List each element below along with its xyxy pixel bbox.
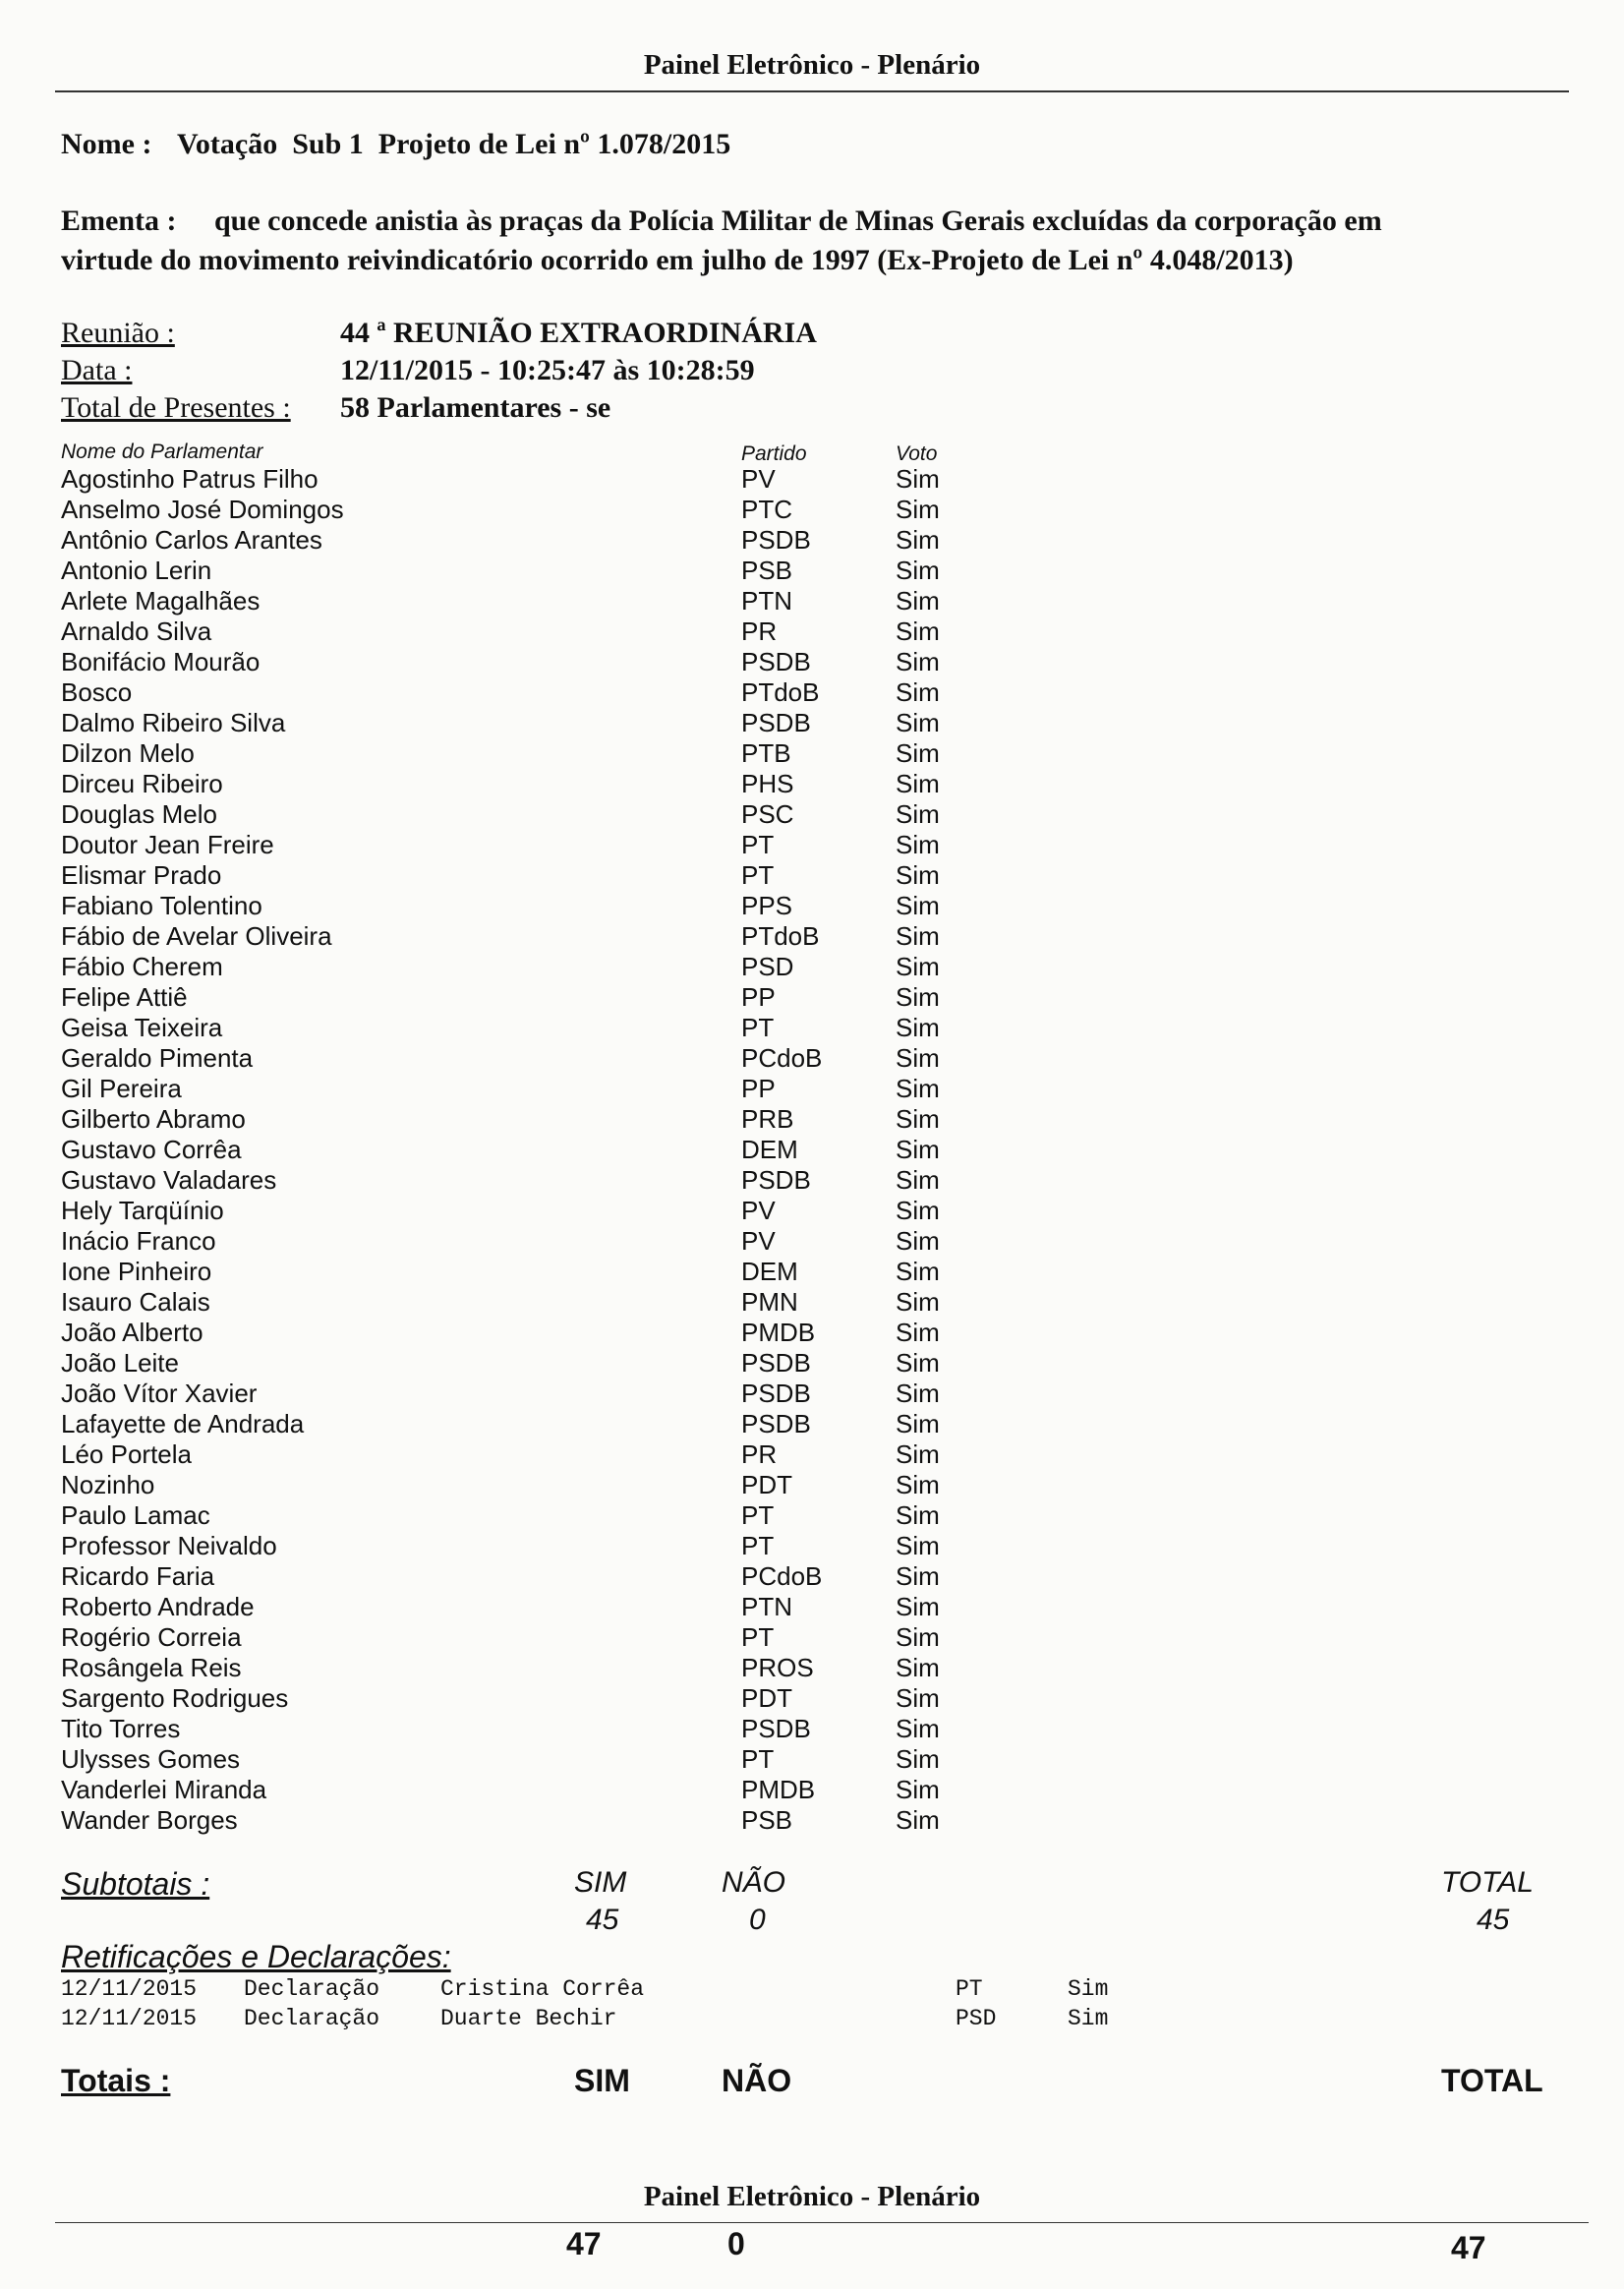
member-name: Antônio Carlos Arantes <box>61 525 322 555</box>
member-name: Geisa Teixeira <box>61 1013 223 1042</box>
table-row <box>61 1074 1044 1104</box>
table-row <box>61 616 1044 647</box>
table-row <box>61 1409 1044 1439</box>
member-party: PP <box>741 982 776 1012</box>
member-name: Doutor Jean Freire <box>61 830 274 859</box>
table-row <box>61 1470 1044 1500</box>
member-name: João Vítor Xavier <box>61 1379 258 1408</box>
member-party: PROS <box>741 1653 814 1682</box>
member-vote: Sim <box>896 1318 940 1347</box>
totais-nao-label: NÃO <box>722 2063 792 2098</box>
subtotais-total-label: TOTAL <box>1441 1866 1534 1899</box>
table-row <box>61 1744 1044 1775</box>
member-party: PTB <box>741 738 791 768</box>
member-name: Dilzon Melo <box>61 738 195 768</box>
reuniao-value: 44 ª REUNIÃO EXTRAORDINÁRIA <box>340 317 817 349</box>
table-row <box>61 1500 1044 1531</box>
member-vote: Sim <box>896 1439 940 1469</box>
member-vote: Sim <box>896 799 940 829</box>
vote-table-body <box>61 464 1044 1836</box>
member-vote: Sim <box>896 1165 940 1195</box>
member-vote: Sim <box>896 586 940 616</box>
member-party: PT <box>741 860 775 890</box>
table-row <box>61 1531 1044 1561</box>
member-party: PDT <box>741 1683 792 1713</box>
member-party: PV <box>741 1226 776 1256</box>
member-vote: Sim <box>896 1622 940 1652</box>
member-party: PTN <box>741 586 792 616</box>
member-name: João Leite <box>61 1348 179 1378</box>
member-party: PSDB <box>741 647 811 676</box>
table-row <box>61 769 1044 799</box>
page-footer-title: Painel Eletrônico - Plenário <box>643 2181 981 2212</box>
member-party: PSC <box>741 799 794 829</box>
decl-1-party: PT <box>956 1976 983 2002</box>
member-vote: Sim <box>896 1226 940 1256</box>
footer-divider <box>55 2222 1589 2223</box>
member-name: Rogério Correia <box>61 1622 242 1652</box>
member-vote: Sim <box>896 556 940 585</box>
decl-1-type: Declaração <box>244 1976 380 2002</box>
decl-2-party: PSD <box>956 2006 997 2031</box>
member-name: Paulo Lamac <box>61 1500 210 1530</box>
subtotais-sim-label: SIM <box>574 1866 627 1899</box>
table-row <box>61 1592 1044 1622</box>
nome-label: Nome : <box>61 128 152 160</box>
member-vote: Sim <box>896 1043 940 1073</box>
member-name: Dirceu Ribeiro <box>61 769 223 798</box>
subtotais-total-value: 45 <box>1477 1904 1510 1936</box>
member-name: Arnaldo Silva <box>61 616 212 646</box>
member-party: PSDB <box>741 1714 811 1743</box>
member-name: Gilberto Abramo <box>61 1104 246 1134</box>
member-party: PP <box>741 1074 776 1103</box>
table-row <box>61 1043 1044 1074</box>
member-party: PMDB <box>741 1318 816 1347</box>
ementa-line-1: que concede anistia às praças da Polícia Militar de Minas Gerais excluídas da corporação em <box>214 205 1382 237</box>
table-row <box>61 647 1044 677</box>
member-name: Fabiano Tolentino <box>61 891 262 920</box>
table-row <box>61 1775 1044 1805</box>
table-row <box>61 860 1044 891</box>
member-party: PT <box>741 1531 775 1560</box>
member-name: Rosângela Reis <box>61 1653 242 1682</box>
subtotais-sim-value: 45 <box>586 1904 619 1936</box>
totais-total-label: TOTAL <box>1441 2063 1543 2098</box>
member-party: PT <box>741 1622 775 1652</box>
member-vote: Sim <box>896 1683 940 1713</box>
table-row <box>61 1683 1044 1714</box>
subtotais-nao-label: NÃO <box>722 1866 786 1899</box>
table-row <box>61 1104 1044 1135</box>
member-vote: Sim <box>896 1013 940 1042</box>
member-party: DEM <box>741 1257 798 1286</box>
member-party: PSB <box>741 556 793 585</box>
page-header-title: Painel Eletrônico - Plenário <box>643 49 981 81</box>
member-name: Roberto Andrade <box>61 1592 255 1621</box>
member-party: PTdoB <box>741 677 820 707</box>
member-vote: Sim <box>896 525 940 555</box>
member-party: PDT <box>741 1470 792 1499</box>
member-vote: Sim <box>896 830 940 859</box>
member-vote: Sim <box>896 1561 940 1591</box>
member-name: Vanderlei Miranda <box>61 1775 267 1804</box>
member-name: Professor Neivaldo <box>61 1531 277 1560</box>
member-party: PSDB <box>741 1409 811 1438</box>
member-vote: Sim <box>896 1287 940 1317</box>
data-value: 12/11/2015 - 10:25:47 às 10:28:59 <box>340 354 755 386</box>
member-party: PSB <box>741 1805 793 1835</box>
member-party: PRB <box>741 1104 794 1134</box>
member-vote: Sim <box>896 1135 940 1164</box>
member-party: PR <box>741 1439 778 1469</box>
table-row <box>61 1622 1044 1653</box>
data-label: Data : <box>61 354 133 386</box>
member-name: Hely Tarqüínio <box>61 1196 224 1225</box>
table-row <box>61 464 1044 495</box>
table-row <box>61 1165 1044 1196</box>
totais-sim-label: SIM <box>574 2063 630 2098</box>
table-row <box>61 1013 1044 1043</box>
member-vote: Sim <box>896 1257 940 1286</box>
member-party: PMN <box>741 1287 798 1317</box>
member-vote: Sim <box>896 1775 940 1804</box>
table-row <box>61 708 1044 738</box>
member-vote: Sim <box>896 860 940 890</box>
table-row <box>61 1257 1044 1287</box>
totais-nao-value: 0 <box>727 2226 745 2261</box>
member-vote: Sim <box>896 921 940 951</box>
member-party: PSDB <box>741 525 811 555</box>
member-party: PTdoB <box>741 921 820 951</box>
member-party: PMDB <box>741 1775 816 1804</box>
member-name: Douglas Melo <box>61 799 217 829</box>
table-row <box>61 1714 1044 1744</box>
member-vote: Sim <box>896 1744 940 1774</box>
subtotais-nao-value: 0 <box>749 1904 766 1936</box>
table-row <box>61 921 1044 952</box>
member-vote: Sim <box>896 495 940 524</box>
member-vote: Sim <box>896 1348 940 1378</box>
table-row <box>61 1287 1044 1318</box>
member-party: PSD <box>741 952 794 981</box>
table-row <box>61 677 1044 708</box>
decl-2-type: Declaração <box>244 2006 380 2031</box>
member-name: Fábio Cherem <box>61 952 223 981</box>
table-row <box>61 1379 1044 1409</box>
table-row <box>61 525 1044 556</box>
member-vote: Sim <box>896 1409 940 1438</box>
member-name: Agostinho Patrus Filho <box>61 464 319 494</box>
col-header-party: Partido <box>741 442 807 465</box>
member-party: PTC <box>741 495 792 524</box>
member-party: PHS <box>741 769 794 798</box>
member-party: PV <box>741 1196 776 1225</box>
member-vote: Sim <box>896 677 940 707</box>
member-party: PSDB <box>741 1165 811 1195</box>
member-party: PT <box>741 1013 775 1042</box>
member-party: PSDB <box>741 1348 811 1378</box>
member-name: Isauro Calais <box>61 1287 210 1317</box>
member-vote: Sim <box>896 982 940 1012</box>
presentes-value: 58 Parlamentares - se <box>340 391 611 424</box>
member-name: Fábio de Avelar Oliveira <box>61 921 332 951</box>
table-row <box>61 586 1044 616</box>
member-vote: Sim <box>896 1805 940 1835</box>
col-header-name: Nome do Parlamentar <box>61 440 263 463</box>
member-name: Bonifácio Mourão <box>61 647 261 676</box>
table-row <box>61 952 1044 982</box>
member-name: João Alberto <box>61 1318 203 1347</box>
member-party: PT <box>741 830 775 859</box>
member-name: Gustavo Corrêa <box>61 1135 242 1164</box>
member-vote: Sim <box>896 891 940 920</box>
member-name: Ricardo Faria <box>61 1561 215 1591</box>
declaracoes-label: Retificações e Declarações: <box>61 1939 451 1974</box>
member-party: PT <box>741 1500 775 1530</box>
table-row <box>61 799 1044 830</box>
member-vote: Sim <box>896 769 940 798</box>
nome-value: Votação Sub 1 Projeto de Lei nº 1.078/2015 <box>177 128 731 160</box>
member-party: PCdoB <box>741 1043 823 1073</box>
member-vote: Sim <box>896 647 940 676</box>
member-party: PPS <box>741 891 793 920</box>
member-party: PTN <box>741 1592 792 1621</box>
member-vote: Sim <box>896 616 940 646</box>
member-name: Gustavo Valadares <box>61 1165 277 1195</box>
member-name: Ione Pinheiro <box>61 1257 212 1286</box>
member-party: PSDB <box>741 708 811 737</box>
table-row <box>61 1561 1044 1592</box>
member-name: Léo Portela <box>61 1439 192 1469</box>
decl-1-vote: Sim <box>1068 1976 1109 2002</box>
member-name: Ulysses Gomes <box>61 1744 241 1774</box>
table-row <box>61 891 1044 921</box>
ementa-label: Ementa : <box>61 205 177 237</box>
member-vote: Sim <box>896 1592 940 1621</box>
member-party: PV <box>741 464 776 494</box>
member-name: Anselmo José Domingos <box>61 495 344 524</box>
member-name: Gil Pereira <box>61 1074 182 1103</box>
member-vote: Sim <box>896 738 940 768</box>
totais-total-value: 47 <box>1451 2230 1486 2265</box>
member-party: PSDB <box>741 1379 811 1408</box>
member-name: Dalmo Ribeiro Silva <box>61 708 286 737</box>
member-name: Arlete Magalhães <box>61 586 261 616</box>
table-row <box>61 982 1044 1013</box>
decl-2-date: 12/11/2015 <box>61 2006 198 2031</box>
member-name: Tito Torres <box>61 1714 181 1743</box>
member-name: Felipe Attiê <box>61 982 188 1012</box>
subtotais-label: Subtotais : <box>61 1866 210 1902</box>
table-row <box>61 1226 1044 1257</box>
reuniao-label: Reunião : <box>61 317 175 349</box>
col-header-vote: Voto <box>896 442 938 465</box>
member-name: Lafayette de Andrada <box>61 1409 305 1438</box>
totais-label: Totais : <box>61 2063 171 2098</box>
member-name: Sargento Rodrigues <box>61 1683 289 1713</box>
header-divider <box>55 90 1569 92</box>
member-party: DEM <box>741 1135 798 1164</box>
ementa-line-2: virtude do movimento reivindicatório ocorrido em julho de 1997 (Ex-Projeto de Lei nº 4.048/2013) <box>61 244 1294 276</box>
member-vote: Sim <box>896 1196 940 1225</box>
table-row <box>61 1439 1044 1470</box>
member-name: Inácio Franco <box>61 1226 216 1256</box>
member-name: Bosco <box>61 677 133 707</box>
table-row <box>61 1135 1044 1165</box>
member-vote: Sim <box>896 1379 940 1408</box>
member-vote: Sim <box>896 1653 940 1682</box>
member-vote: Sim <box>896 1074 940 1103</box>
member-name: Wander Borges <box>61 1805 238 1835</box>
table-row <box>61 556 1044 586</box>
presentes-label: Total de Presentes : <box>61 391 291 424</box>
member-name: Geraldo Pimenta <box>61 1043 254 1073</box>
decl-1-name: Cristina Corrêa <box>440 1976 645 2002</box>
decl-2-name: Duarte Bechir <box>440 2006 617 2031</box>
member-vote: Sim <box>896 952 940 981</box>
table-row <box>61 830 1044 860</box>
member-party: PR <box>741 616 778 646</box>
decl-1-date: 12/11/2015 <box>61 1976 198 2002</box>
table-row <box>61 1805 1044 1836</box>
member-vote: Sim <box>896 464 940 494</box>
totais-sim-value: 47 <box>566 2226 602 2261</box>
table-row <box>61 1653 1044 1683</box>
member-name: Nozinho <box>61 1470 155 1499</box>
member-vote: Sim <box>896 1714 940 1743</box>
member-name: Elismar Prado <box>61 860 222 890</box>
member-party: PCdoB <box>741 1561 823 1591</box>
member-vote: Sim <box>896 1531 940 1560</box>
decl-2-vote: Sim <box>1068 2006 1109 2031</box>
table-row <box>61 1196 1044 1226</box>
table-row <box>61 1348 1044 1379</box>
table-row <box>61 1318 1044 1348</box>
table-row <box>61 738 1044 769</box>
member-vote: Sim <box>896 1104 940 1134</box>
table-row <box>61 495 1044 525</box>
member-party: PT <box>741 1744 775 1774</box>
member-vote: Sim <box>896 708 940 737</box>
member-vote: Sim <box>896 1500 940 1530</box>
member-name: Antonio Lerin <box>61 556 212 585</box>
member-vote: Sim <box>896 1470 940 1499</box>
